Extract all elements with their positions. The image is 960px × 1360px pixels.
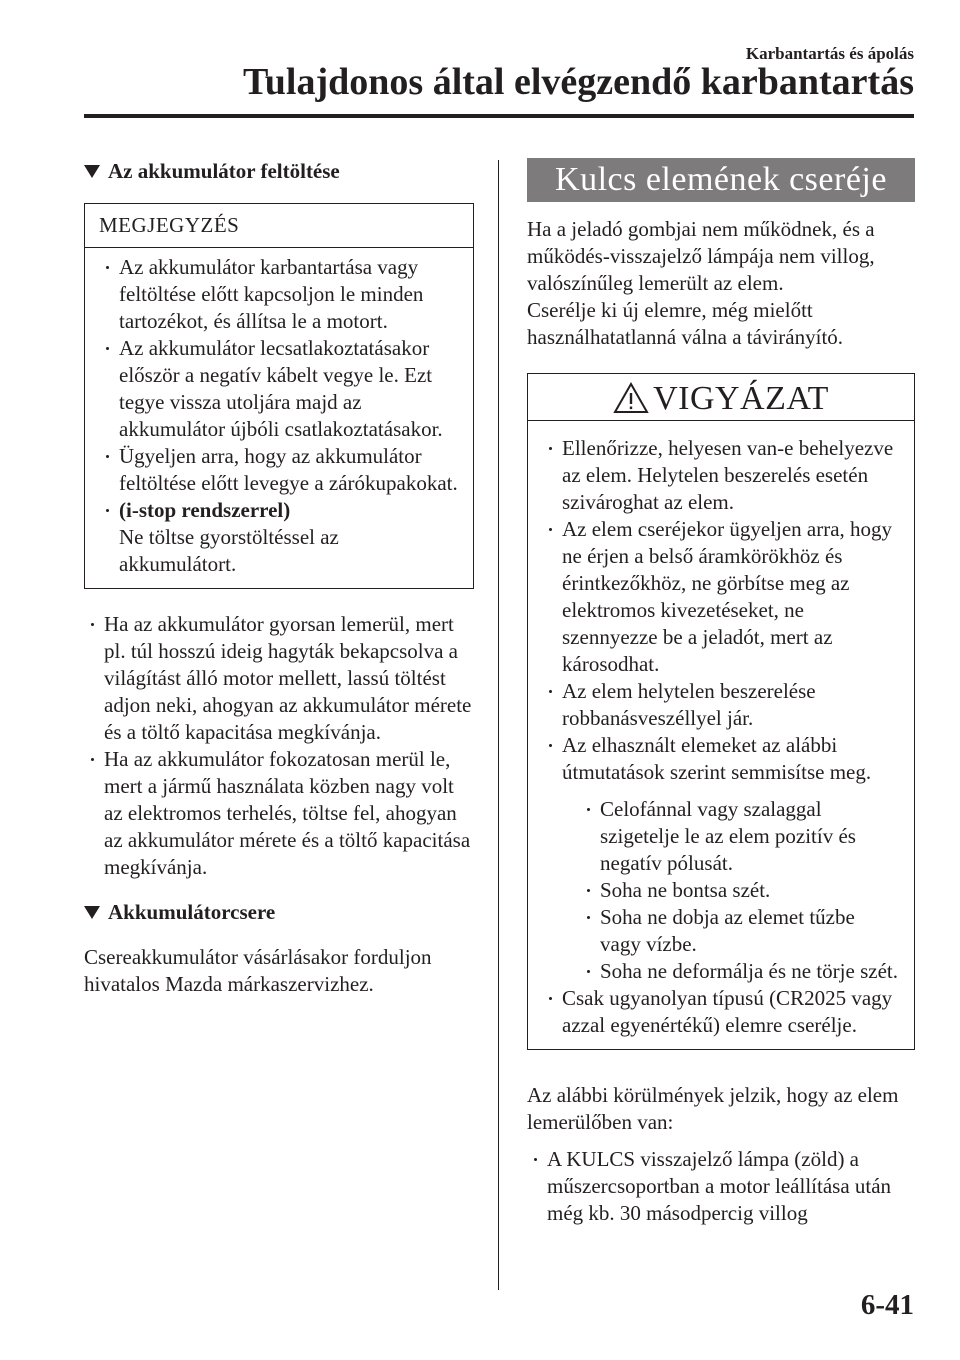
disposal-text: Az elhasznált elemeket az alábbi útmutatások szerint semmisítse meg. [562,733,872,784]
note-list [99,254,459,578]
disposal-subitem: Soha ne dobja az elemet tűzbe vagy vízbe. [580,904,900,958]
column-divider [498,160,499,1290]
warning-triangle-icon [613,382,649,414]
caution-body [528,421,914,1049]
disposal-subitem: Soha ne bontsa szét. [580,877,900,904]
section-banner: Kulcs elemének cseréje [527,158,915,202]
caution-item: Csak ugyanolyan típusú (CR2025 vagy azzal egyenértékű) elemre cserélje. [542,985,900,1039]
left-column [84,158,474,1014]
note-box [84,203,474,589]
charging-heading-text: Az akkumulátor feltöltése [108,159,340,183]
caution-header [528,374,914,421]
running-header-section: Karbantartás és ápolás [745,44,914,63]
caution-item: Ellenőrizze, helyesen van-e behelyezve az elem. Helytelen beszerelés esetén szivároghat az elem. [542,435,900,516]
disposal-subitem: Celofánnal vagy szalaggal szigetelje le az elem pozitív és negatív pólusát. [580,796,900,877]
after-paragraph: Az alábbi körülmények jelzik, hogy az elem lemerülőben van: [527,1083,899,1134]
right-column [527,158,915,1227]
note-item-istop [99,497,459,578]
disposal-sublist [562,796,900,985]
caution-box [527,373,915,1050]
caution-title: VIGYÁZAT [653,379,829,417]
intro-paragraph [527,216,915,351]
caution-item: Az elem helytelen beszerelése robbanásveszéllyel jár. [542,678,900,732]
triangle-marker-icon [84,165,100,178]
note-item: Az akkumulátor karbantartása vagy feltöltése előtt kapcsoljon le minden tartozékot, és állítsa le a motort. [99,254,459,335]
after-list [527,1146,915,1227]
after-item: A KULCS visszajelző lámpa (zöld) a műszercsoportban a motor leállítása után még kb. 30 másodpercig villog [527,1146,915,1227]
charging-item: Ha az akkumulátor gyorsan lemerül, mert pl. túl hosszú ideig hagyták bekapcsolva a világítást álló motor mellett, lassú töltést adjon neki, ahogyan az akkumulátor mérete és a töltő kapacitása megkívánja. [84,611,474,746]
charging-heading [84,158,474,185]
replacement-heading-text: Akkumulátorcsere [108,900,276,924]
triangle-marker-icon [84,906,100,919]
charging-list [84,611,474,881]
charging-item: Ha az akkumulátor fokozatosan merül le, mert a jármű használata közben nagy volt az elektromos terhelés, töltse fel, ahogyan az akkumulátor mérete és a töltő kapacitása megkívánja. [84,746,474,881]
note-title: MEGJEGYZÉS [85,204,473,248]
intro-text-2: Cserélje ki új elemre, még mielőtt használhatatlanná válna a távirányító. [527,298,844,349]
caution-list [542,435,900,1039]
istop-label: (i-stop rendszerrel) [119,498,291,522]
istop-text: Ne töltse gyorstöltéssel az akkumulátort. [119,525,339,576]
running-header-title: Tulajdonos által elvégzendő karbantartás [242,61,914,103]
header-rule [84,114,914,118]
note-item: Ügyeljen arra, hogy az akkumulátor feltöltése előtt levegye a zárókupakokat. [99,443,459,497]
caution-item-disposal [542,732,900,985]
replacement-heading [84,899,474,926]
page-number: 6-41 [860,1289,914,1321]
note-item: Az akkumulátor lecsatlakoztatásakor először a negatív kábelt vegye le. Ezt tegye vissza utoljára majd az akkumulátor újbóli csatlakoztatásakor. [99,335,459,443]
disposal-subitem: Soha ne deformálja és ne törje szét. [580,958,900,985]
replacement-text: Csereakkumulátor vásárlásakor forduljon hivatalos Mazda márkaszervizhez. [84,945,432,996]
caution-item: Az elem cseréjekor ügyeljen arra, hogy ne érjen a belső áramkörökhöz és érintkezőkhöz, ne görbítse meg az elektromos kivezetéseket, ne szennyezze be a jeladót, mert az károsodhat. [542,516,900,678]
intro-text: Ha a jeladó gombjai nem működnek, és a működés-visszajelző lámpája nem villog, valószínűleg lemerült az elem. [527,217,875,295]
note-body [85,248,473,588]
